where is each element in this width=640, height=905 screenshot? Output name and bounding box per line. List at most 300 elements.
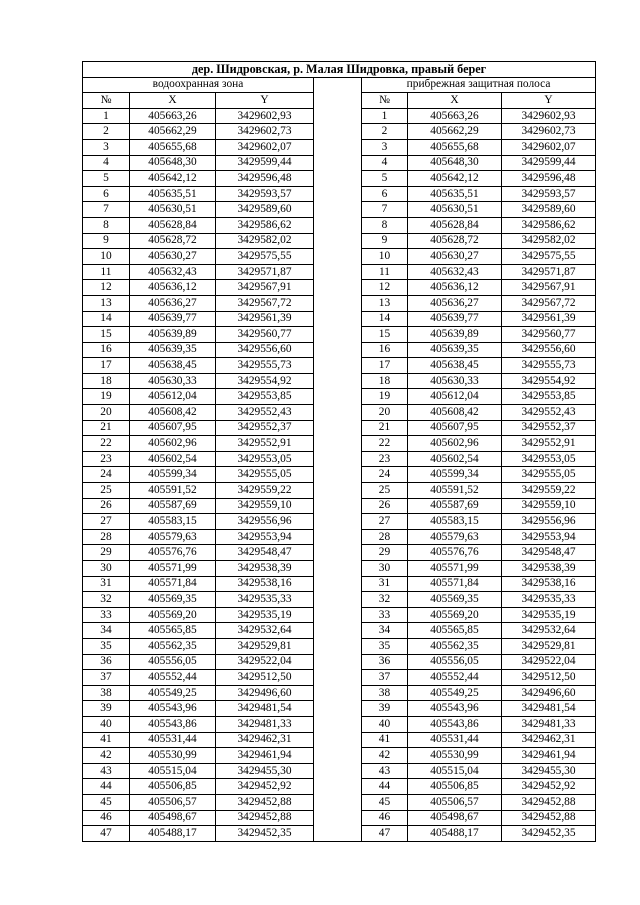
right-x-value: 405628,84: [408, 217, 502, 233]
column-gap: [314, 139, 362, 155]
left-y-value: 3429452,88: [216, 810, 314, 826]
right-point-number: 14: [362, 311, 408, 327]
left-point-number: 4: [83, 155, 130, 171]
left-x-value: 405556,05: [130, 654, 216, 670]
left-x-value: 405552,44: [130, 670, 216, 686]
left-x-value: 405628,72: [130, 233, 216, 249]
right-y-value: 3429481,54: [502, 701, 596, 717]
right-x-value: 405506,57: [408, 794, 502, 810]
column-gap: [314, 514, 362, 530]
left-point-number: 2: [83, 124, 130, 140]
left-point-number: 23: [83, 451, 130, 467]
right-y-value: 3429559,10: [502, 498, 596, 514]
left-y-value: 3429602,93: [216, 108, 314, 124]
right-point-number: 19: [362, 389, 408, 405]
left-point-number: 13: [83, 295, 130, 311]
right-x-value: 405583,15: [408, 514, 502, 530]
column-gap: [314, 93, 362, 109]
column-gap: [314, 529, 362, 545]
left-y-value: 3429552,37: [216, 420, 314, 436]
right-header-y: Y: [502, 93, 596, 109]
left-point-number: 28: [83, 529, 130, 545]
left-x-value: 405642,12: [130, 171, 216, 187]
coordinates-table: [82, 61, 596, 842]
left-point-number: 19: [83, 389, 130, 405]
right-y-value: 3429553,94: [502, 529, 596, 545]
left-y-value: 3429538,16: [216, 576, 314, 592]
left-x-value: 405655,68: [130, 139, 216, 155]
column-gap: [314, 108, 362, 124]
left-x-value: 405630,51: [130, 202, 216, 218]
right-point-number: 30: [362, 561, 408, 577]
left-point-number: 16: [83, 342, 130, 358]
right-x-value: 405662,29: [408, 124, 502, 140]
left-x-value: 405602,54: [130, 451, 216, 467]
left-point-number: 45: [83, 794, 130, 810]
column-gap: [314, 748, 362, 764]
right-point-number: 31: [362, 576, 408, 592]
left-point-number: 32: [83, 592, 130, 608]
table-row: [83, 139, 596, 155]
column-gap: [314, 545, 362, 561]
table-row: [83, 763, 596, 779]
left-point-number: 24: [83, 467, 130, 483]
right-x-value: 405602,54: [408, 451, 502, 467]
column-gap: [314, 498, 362, 514]
right-point-number: 10: [362, 249, 408, 265]
left-x-value: 405639,89: [130, 327, 216, 343]
table-row: [83, 311, 596, 327]
left-y-value: 3429455,30: [216, 763, 314, 779]
right-point-number: 39: [362, 701, 408, 717]
column-gap: [314, 280, 362, 296]
left-y-value: 3429582,02: [216, 233, 314, 249]
left-y-value: 3429559,10: [216, 498, 314, 514]
right-x-value: 405565,85: [408, 623, 502, 639]
left-y-value: 3429555,73: [216, 358, 314, 374]
left-x-value: 405662,29: [130, 124, 216, 140]
right-x-value: 405599,34: [408, 467, 502, 483]
left-x-value: 405543,96: [130, 701, 216, 717]
table-row: [83, 295, 596, 311]
left-x-value: 405488,17: [130, 826, 216, 842]
right-y-value: 3429602,73: [502, 124, 596, 140]
left-header-number: №: [83, 93, 130, 109]
table-row: [83, 685, 596, 701]
right-point-number: 9: [362, 233, 408, 249]
right-point-number: 2: [362, 124, 408, 140]
left-y-value: 3429532,64: [216, 623, 314, 639]
table-row: [83, 280, 596, 296]
left-y-value: 3429461,94: [216, 748, 314, 764]
table-row: [83, 748, 596, 764]
right-y-value: 3429554,92: [502, 373, 596, 389]
column-gap: [314, 405, 362, 421]
left-x-value: 405607,95: [130, 420, 216, 436]
left-x-value: 405630,27: [130, 249, 216, 265]
left-y-value: 3429512,50: [216, 670, 314, 686]
left-point-number: 43: [83, 763, 130, 779]
left-x-value: 405543,86: [130, 716, 216, 732]
table-row: [83, 545, 596, 561]
left-header-y: Y: [216, 93, 314, 109]
right-y-value: 3429481,33: [502, 716, 596, 732]
left-point-number: 20: [83, 405, 130, 421]
right-y-value: 3429567,91: [502, 280, 596, 296]
left-point-number: 34: [83, 623, 130, 639]
right-y-value: 3429571,87: [502, 264, 596, 280]
column-gap: [314, 638, 362, 654]
column-gap: [314, 342, 362, 358]
right-x-value: 405576,76: [408, 545, 502, 561]
left-x-value: 405612,04: [130, 389, 216, 405]
table-row: [83, 561, 596, 577]
left-y-value: 3429555,05: [216, 467, 314, 483]
left-point-number: 46: [83, 810, 130, 826]
left-x-value: 405583,15: [130, 514, 216, 530]
right-point-number: 16: [362, 342, 408, 358]
left-y-value: 3429535,33: [216, 592, 314, 608]
right-x-value: 405587,69: [408, 498, 502, 514]
column-gap: [314, 249, 362, 265]
left-y-value: 3429567,91: [216, 280, 314, 296]
right-point-number: 47: [362, 826, 408, 842]
left-x-value: 405587,69: [130, 498, 216, 514]
right-x-value: 405638,45: [408, 358, 502, 374]
left-section-title: водоохранная зона: [83, 77, 314, 93]
right-y-value: 3429535,33: [502, 592, 596, 608]
right-point-number: 5: [362, 171, 408, 187]
left-y-value: 3429560,77: [216, 327, 314, 343]
column-gap: [314, 810, 362, 826]
left-y-value: 3429481,33: [216, 716, 314, 732]
right-x-value: 405591,52: [408, 483, 502, 499]
left-point-number: 22: [83, 436, 130, 452]
right-x-value: 405648,30: [408, 155, 502, 171]
right-y-value: 3429538,39: [502, 561, 596, 577]
right-x-value: 405530,99: [408, 748, 502, 764]
right-y-value: 3429496,60: [502, 685, 596, 701]
column-gap: [314, 794, 362, 810]
table-row: [83, 701, 596, 717]
column-gap: [314, 171, 362, 187]
table-row: [83, 108, 596, 124]
left-y-value: 3429559,22: [216, 483, 314, 499]
right-y-value: 3429556,60: [502, 342, 596, 358]
column-gap: [314, 202, 362, 218]
column-gap: [314, 420, 362, 436]
left-y-value: 3429593,57: [216, 186, 314, 202]
right-x-value: 405549,25: [408, 685, 502, 701]
left-point-number: 5: [83, 171, 130, 187]
right-x-value: 405552,44: [408, 670, 502, 686]
right-y-value: 3429548,47: [502, 545, 596, 561]
left-x-value: 405549,25: [130, 685, 216, 701]
left-point-number: 18: [83, 373, 130, 389]
right-y-value: 3429559,22: [502, 483, 596, 499]
left-x-value: 405576,76: [130, 545, 216, 561]
left-y-value: 3429575,55: [216, 249, 314, 265]
right-x-value: 405636,27: [408, 295, 502, 311]
left-y-value: 3429561,39: [216, 311, 314, 327]
table-row: [83, 420, 596, 436]
right-point-number: 11: [362, 264, 408, 280]
table-row: [83, 654, 596, 670]
table-row: [83, 171, 596, 187]
column-gap: [314, 327, 362, 343]
right-y-value: 3429602,93: [502, 108, 596, 124]
header-row: [83, 93, 596, 109]
right-y-value: 3429522,04: [502, 654, 596, 670]
table-row: [83, 467, 596, 483]
column-gap: [314, 592, 362, 608]
left-y-value: 3429589,60: [216, 202, 314, 218]
left-point-number: 40: [83, 716, 130, 732]
right-y-value: 3429538,16: [502, 576, 596, 592]
left-y-value: 3429586,62: [216, 217, 314, 233]
table-row: [83, 436, 596, 452]
right-x-value: 405579,63: [408, 529, 502, 545]
left-x-value: 405571,84: [130, 576, 216, 592]
right-point-number: 18: [362, 373, 408, 389]
right-x-value: 405515,04: [408, 763, 502, 779]
right-x-value: 405569,35: [408, 592, 502, 608]
right-x-value: 405506,85: [408, 779, 502, 795]
left-point-number: 11: [83, 264, 130, 280]
column-gap: [314, 311, 362, 327]
right-point-number: 37: [362, 670, 408, 686]
column-gap: [314, 295, 362, 311]
right-x-value: 405531,44: [408, 732, 502, 748]
left-point-number: 25: [83, 483, 130, 499]
right-point-number: 32: [362, 592, 408, 608]
left-point-number: 17: [83, 358, 130, 374]
table-row: [83, 264, 596, 280]
right-y-value: 3429593,57: [502, 186, 596, 202]
table-row: [83, 327, 596, 343]
column-gap: [314, 155, 362, 171]
left-point-number: 21: [83, 420, 130, 436]
left-y-value: 3429567,72: [216, 295, 314, 311]
right-x-value: 405636,12: [408, 280, 502, 296]
right-point-number: 1: [362, 108, 408, 124]
table-row: [83, 623, 596, 639]
column-gap: [314, 483, 362, 499]
right-y-value: 3429452,88: [502, 810, 596, 826]
left-x-value: 405591,52: [130, 483, 216, 499]
right-x-value: 405663,26: [408, 108, 502, 124]
right-point-number: 33: [362, 607, 408, 623]
right-point-number: 12: [362, 280, 408, 296]
section-row: [83, 77, 596, 93]
column-gap: [314, 358, 362, 374]
table-row: [83, 638, 596, 654]
column-gap: [314, 561, 362, 577]
table-row: [83, 529, 596, 545]
table-row: [83, 779, 596, 795]
left-point-number: 47: [83, 826, 130, 842]
right-y-value: 3429529,81: [502, 638, 596, 654]
right-y-value: 3429560,77: [502, 327, 596, 343]
column-gap: [314, 576, 362, 592]
left-point-number: 36: [83, 654, 130, 670]
left-point-number: 7: [83, 202, 130, 218]
right-section-title: прибрежная защитная полоса: [362, 77, 596, 93]
left-point-number: 15: [83, 327, 130, 343]
right-x-value: 405488,17: [408, 826, 502, 842]
right-point-number: 46: [362, 810, 408, 826]
left-point-number: 44: [83, 779, 130, 795]
column-gap: [314, 124, 362, 140]
left-x-value: 405636,27: [130, 295, 216, 311]
left-point-number: 30: [83, 561, 130, 577]
left-point-number: 29: [83, 545, 130, 561]
right-point-number: 3: [362, 139, 408, 155]
left-x-value: 405530,99: [130, 748, 216, 764]
right-x-value: 405632,43: [408, 264, 502, 280]
column-gap: [314, 607, 362, 623]
left-y-value: 3429452,35: [216, 826, 314, 842]
right-y-value: 3429555,05: [502, 467, 596, 483]
left-point-number: 37: [83, 670, 130, 686]
left-x-value: 405638,45: [130, 358, 216, 374]
column-gap: [314, 716, 362, 732]
left-x-value: 405630,33: [130, 373, 216, 389]
right-x-value: 405635,51: [408, 186, 502, 202]
table-row: [83, 826, 596, 842]
table-row: [83, 498, 596, 514]
right-x-value: 405562,35: [408, 638, 502, 654]
right-point-number: 7: [362, 202, 408, 218]
right-point-number: 35: [362, 638, 408, 654]
right-point-number: 4: [362, 155, 408, 171]
left-point-number: 31: [83, 576, 130, 592]
right-point-number: 43: [362, 763, 408, 779]
right-point-number: 24: [362, 467, 408, 483]
left-point-number: 41: [83, 732, 130, 748]
right-y-value: 3429452,92: [502, 779, 596, 795]
left-y-value: 3429553,94: [216, 529, 314, 545]
column-gap: [314, 77, 362, 93]
right-x-value: 405569,20: [408, 607, 502, 623]
table-row: [83, 405, 596, 421]
right-y-value: 3429556,96: [502, 514, 596, 530]
left-x-value: 405639,35: [130, 342, 216, 358]
left-point-number: 27: [83, 514, 130, 530]
right-point-number: 20: [362, 405, 408, 421]
right-point-number: 27: [362, 514, 408, 530]
left-point-number: 39: [83, 701, 130, 717]
left-x-value: 405599,34: [130, 467, 216, 483]
right-point-number: 21: [362, 420, 408, 436]
right-x-value: 405607,95: [408, 420, 502, 436]
left-x-value: 405608,42: [130, 405, 216, 421]
right-x-value: 405639,89: [408, 327, 502, 343]
left-point-number: 42: [83, 748, 130, 764]
left-y-value: 3429553,85: [216, 389, 314, 405]
left-point-number: 38: [83, 685, 130, 701]
left-y-value: 3429452,92: [216, 779, 314, 795]
left-y-value: 3429552,43: [216, 405, 314, 421]
right-x-value: 405543,96: [408, 701, 502, 717]
table-row: [83, 794, 596, 810]
right-y-value: 3429455,30: [502, 763, 596, 779]
right-point-number: 8: [362, 217, 408, 233]
left-x-value: 405579,63: [130, 529, 216, 545]
left-point-number: 6: [83, 186, 130, 202]
table-row: [83, 358, 596, 374]
right-y-value: 3429461,94: [502, 748, 596, 764]
left-x-value: 405569,20: [130, 607, 216, 623]
table-row: [83, 483, 596, 499]
column-gap: [314, 623, 362, 639]
left-point-number: 3: [83, 139, 130, 155]
column-gap: [314, 451, 362, 467]
right-y-value: 3429602,07: [502, 139, 596, 155]
column-gap: [314, 264, 362, 280]
left-y-value: 3429596,48: [216, 171, 314, 187]
table-row: [83, 576, 596, 592]
left-y-value: 3429462,31: [216, 732, 314, 748]
right-x-value: 405642,12: [408, 171, 502, 187]
right-point-number: 34: [362, 623, 408, 639]
right-y-value: 3429552,37: [502, 420, 596, 436]
right-x-value: 405612,04: [408, 389, 502, 405]
right-point-number: 15: [362, 327, 408, 343]
right-point-number: 6: [362, 186, 408, 202]
column-gap: [314, 233, 362, 249]
left-y-value: 3429556,60: [216, 342, 314, 358]
right-x-value: 405608,42: [408, 405, 502, 421]
right-y-value: 3429599,44: [502, 155, 596, 171]
left-point-number: 26: [83, 498, 130, 514]
right-point-number: 28: [362, 529, 408, 545]
right-point-number: 44: [362, 779, 408, 795]
table-row: [83, 124, 596, 140]
right-y-value: 3429589,60: [502, 202, 596, 218]
left-x-value: 405632,43: [130, 264, 216, 280]
table-row: [83, 592, 596, 608]
right-point-number: 29: [362, 545, 408, 561]
left-y-value: 3429529,81: [216, 638, 314, 654]
right-point-number: 38: [362, 685, 408, 701]
left-header-x: X: [130, 93, 216, 109]
title-row: [83, 62, 596, 78]
left-y-value: 3429481,54: [216, 701, 314, 717]
right-x-value: 405556,05: [408, 654, 502, 670]
right-y-value: 3429553,05: [502, 451, 596, 467]
table-row: [83, 342, 596, 358]
column-gap: [314, 373, 362, 389]
right-point-number: 26: [362, 498, 408, 514]
left-x-value: 405562,35: [130, 638, 216, 654]
table-row: [83, 810, 596, 826]
right-y-value: 3429586,62: [502, 217, 596, 233]
left-point-number: 35: [83, 638, 130, 654]
document-title: дер. Шидровская, р. Малая Шидровка, правый берег: [83, 62, 596, 78]
right-point-number: 22: [362, 436, 408, 452]
left-point-number: 1: [83, 108, 130, 124]
column-gap: [314, 654, 362, 670]
table-row: [83, 514, 596, 530]
table-row: [83, 732, 596, 748]
right-point-number: 45: [362, 794, 408, 810]
left-x-value: 405571,99: [130, 561, 216, 577]
left-point-number: 12: [83, 280, 130, 296]
right-y-value: 3429561,39: [502, 311, 596, 327]
right-x-value: 405628,72: [408, 233, 502, 249]
right-y-value: 3429553,85: [502, 389, 596, 405]
